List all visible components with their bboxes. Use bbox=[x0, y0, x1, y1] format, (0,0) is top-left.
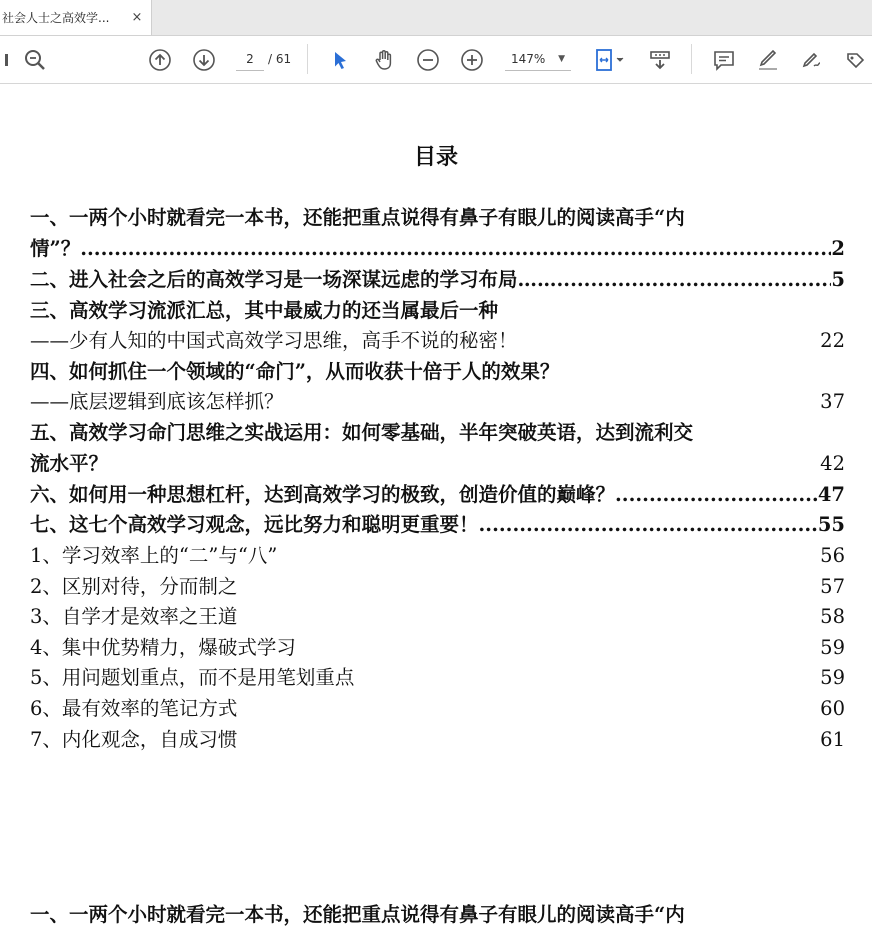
page-total: / 61 bbox=[268, 52, 292, 66]
toc-page-number: 56 bbox=[820, 544, 845, 567]
toolbar bbox=[0, 36, 872, 84]
zoom-in-icon[interactable] bbox=[459, 47, 485, 73]
scroll-mode-icon[interactable] bbox=[647, 47, 673, 73]
toc-sub-entry-3[interactable]: 3、自学才是效率之王道 58 bbox=[30, 605, 845, 628]
toc-sub-entry-5[interactable]: 5、用问题划重点，而不是用笔划重点 59 bbox=[30, 666, 845, 689]
select-pointer-icon[interactable] bbox=[327, 47, 353, 73]
toc-entry-4-line2[interactable]: ——底层逻辑到底该怎样抓？ 37 bbox=[30, 390, 845, 413]
toc-sub-entry-7[interactable]: 7、内化观念，自成习惯 61 bbox=[30, 728, 845, 751]
toc-entry-5-line2[interactable]: 流水平？ 42 bbox=[30, 452, 845, 475]
toolbar-divider bbox=[691, 44, 692, 74]
toc-sub-entry-1[interactable]: 1、学习效率上的“二”与“八” 56 bbox=[30, 544, 845, 567]
document-page bbox=[0, 84, 872, 939]
toc-page-number: 5 bbox=[831, 268, 845, 291]
hand-tool-icon[interactable] bbox=[371, 47, 397, 73]
more-tools-icon[interactable] bbox=[843, 47, 869, 73]
search-zoom-icon[interactable] bbox=[22, 47, 48, 73]
toc-sub-entry-2[interactable]: 2、区别对待，分而制之 57 bbox=[30, 575, 845, 598]
zoom-value: 147% bbox=[511, 52, 546, 66]
previous-page-icon[interactable] bbox=[147, 47, 173, 73]
comment-icon[interactable] bbox=[711, 47, 737, 73]
toc-page-number: 55 bbox=[817, 513, 845, 536]
zoom-level-select[interactable] bbox=[505, 48, 571, 71]
leader-dots bbox=[557, 268, 832, 291]
toc-entry-1-line1[interactable]: 一、一两个小时就看完一本书，还能把重点说得有鼻子有眼儿的阅读高手“内 bbox=[30, 206, 685, 229]
page-number-input[interactable]: 2 bbox=[236, 48, 264, 71]
toc-entry-7[interactable]: 七、这七个高效学习观念，远比努力和聪明更重要！ ..... 55 bbox=[30, 509, 845, 537]
toc-entry-4-line1[interactable]: 四、如何抓住一个领域的“命门”，从而收获十倍于人的效果？ bbox=[30, 360, 560, 383]
toc-sub-entry-6[interactable]: 6、最有效率的笔记方式 60 bbox=[30, 697, 845, 720]
toc-entry-1-line2[interactable]: 情”？ ..... 2 bbox=[30, 233, 845, 261]
toc-entry-2[interactable]: 二、进入社会之后的高效学习是一场深谋远虑的学习布局…… ..... 5 bbox=[30, 264, 845, 292]
leader-dots bbox=[479, 513, 818, 536]
draw-sign-icon[interactable] bbox=[799, 47, 825, 73]
highlight-pen-icon[interactable] bbox=[755, 47, 781, 73]
toc-page-number: 57 bbox=[820, 575, 845, 598]
toolbar-divider bbox=[307, 44, 308, 74]
toc-entry-6[interactable]: 六、如何用一种思想杠杆，达到高效学习的极致，创造价值的巅峰？ ..... 47 bbox=[30, 479, 845, 507]
tab-bar bbox=[0, 0, 872, 36]
close-tab-icon[interactable]: × bbox=[131, 10, 143, 25]
leader-dots bbox=[80, 237, 831, 260]
toc-page-number: 59 bbox=[820, 636, 845, 659]
toc-page-number: 61 bbox=[820, 728, 845, 751]
toc-page-number: 37 bbox=[820, 390, 845, 413]
next-page-icon[interactable] bbox=[191, 47, 217, 73]
document-tab[interactable] bbox=[0, 0, 152, 35]
toc-page-number: 58 bbox=[820, 605, 845, 628]
toc-page-number: 22 bbox=[820, 329, 845, 352]
chevron-down-icon: ▼ bbox=[558, 54, 565, 64]
toc-page-number: 60 bbox=[820, 697, 845, 720]
toc-page-number: 42 bbox=[820, 452, 845, 475]
toolbar-partial-icon[interactable] bbox=[0, 47, 14, 73]
toc-page-number: 59 bbox=[820, 666, 845, 689]
zoom-out-icon[interactable] bbox=[415, 47, 441, 73]
next-section-heading: 一、一两个小时就看完一本书，还能把重点说得有鼻子有眼儿的阅读高手“内 bbox=[30, 903, 685, 926]
toc-entry-3-line2[interactable]: ——少有人知的中国式高效学习思维，高手不说的秘密！ 22 bbox=[30, 329, 845, 352]
toc-entry-3-line1[interactable]: 三、高效学习流派汇总，其中最威力的还当属最后一种 bbox=[30, 299, 499, 322]
toc-page-number: 2 bbox=[831, 237, 845, 260]
toc-entry-5-line1[interactable]: 五、高效学习命门思维之实战运用：如何零基础，半年突破英语，达到流利交 bbox=[30, 421, 694, 444]
toc-title: 目录 bbox=[413, 144, 458, 170]
toc-page-number: 47 bbox=[817, 483, 845, 506]
toc-sub-entry-4[interactable]: 4、集中优势精力，爆破式学习 59 bbox=[30, 636, 845, 659]
leader-dots bbox=[615, 483, 818, 506]
tab-title: 社会人士之高效学... bbox=[2, 11, 110, 25]
fit-page-icon[interactable] bbox=[591, 47, 627, 73]
